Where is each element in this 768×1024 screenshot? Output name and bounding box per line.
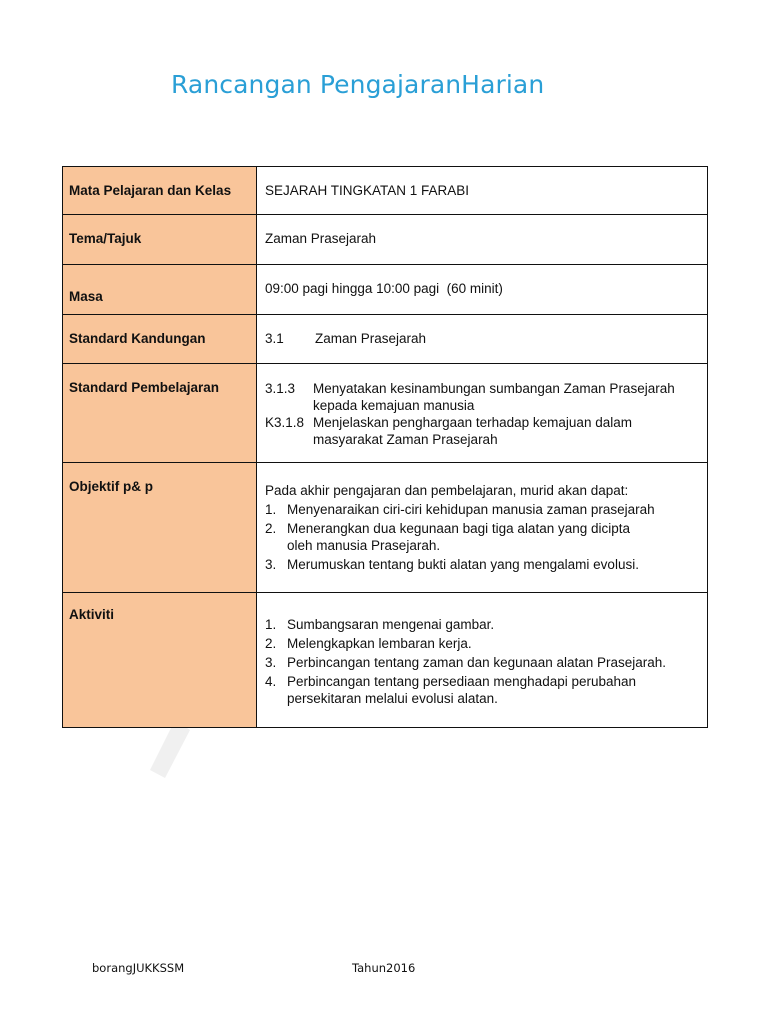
row-tema [63,215,708,265]
list-item [265,654,699,671]
standard-kandungan-code: 3.1 [265,331,284,346]
item-number: 1. [265,617,277,632]
list-item [265,520,699,554]
footer-year: Tahun2016 [352,961,416,975]
row-objektif [63,463,708,593]
row-standard-pembelajaran [63,364,708,463]
value-standard-kandungan [257,315,708,364]
standard-pembelajaran-item [265,380,699,414]
item-text: Melengkapkan lembaran kerja. [287,636,472,651]
label-standard-pembelajaran: Standard Pembelajaran [63,364,257,463]
label-masa: Masa [63,265,257,315]
item-number: 3. [265,557,277,572]
standard-kandungan-text: Zaman Prasejarah [315,331,427,346]
item-number: 1. [265,502,277,517]
value-masa: 09:00 pagi hingga 10:00 pagi (60 minit) [257,265,708,315]
objektif-list [265,501,699,573]
objektif-intro: Pada akhir pengajaran dan pembelajaran, murid akan dapat: [265,483,629,498]
row-mata-pelajaran [63,167,708,215]
item-number: 4. [265,674,277,689]
sp-text: Menjelaskan penghargaan terhadap kemajuan dalam masyarakat Zaman Prasejarah [313,415,632,447]
sp-code: 3.1.3 [265,381,296,396]
list-item [265,501,699,518]
sp-code: K3.1.8 [265,415,305,430]
value-standard-pembelajaran [257,364,708,463]
item-text: Menyenaraikan ciri-ciri kehidupan manusia zaman prasejarah [287,502,655,517]
item-text: Perbincangan tentang persediaan menghadapi perubahan persekitaran melalui evolusi alatan. [287,674,637,706]
sp-text: Menyatakan kesinambungan sumbangan Zaman Prasejarah kepada kemajuan manusia [313,381,675,413]
value-aktiviti [257,593,708,728]
label-objektif: Objektif p& p [63,463,257,593]
item-text: Menerangkan dua kegunaan bagi tiga alatan yang dicipta oleh manusia Prasejarah. [287,521,631,553]
item-number: 3. [265,655,277,670]
label-mata-pelajaran: Mata Pelajaran dan Kelas [63,167,257,215]
label-aktiviti: Aktiviti [63,593,257,728]
item-text: Perbincangan tentang zaman dan kegunaan alatan Prasejarah. [287,655,667,670]
aktiviti-list [265,616,699,707]
label-tema: Tema/Tajuk [63,215,257,265]
list-item [265,635,699,652]
value-objektif [257,463,708,593]
item-text: Merumuskan tentang bukti alatan yang mengalami evolusi. [287,557,639,572]
footer-form-code: borangJUKKSSM [92,961,185,975]
row-aktiviti [63,593,708,728]
value-tema: Zaman Prasejarah [257,215,708,265]
item-number: 2. [265,636,277,651]
standard-pembelajaran-item [265,414,699,448]
list-item [265,556,699,573]
row-standard-kandungan [63,315,708,364]
label-standard-kandungan: Standard Kandungan [63,315,257,364]
page-title: Rancangan PengajaranHarian [171,70,545,99]
lesson-plan-table [62,166,708,728]
list-item [265,616,699,633]
list-item [265,673,699,707]
value-mata-pelajaran: SEJARAH TINGKATAN 1 FARABI [257,167,708,215]
row-masa [63,265,708,315]
item-number: 2. [265,521,277,536]
item-text: Sumbangsaran mengenai gambar. [287,617,495,632]
